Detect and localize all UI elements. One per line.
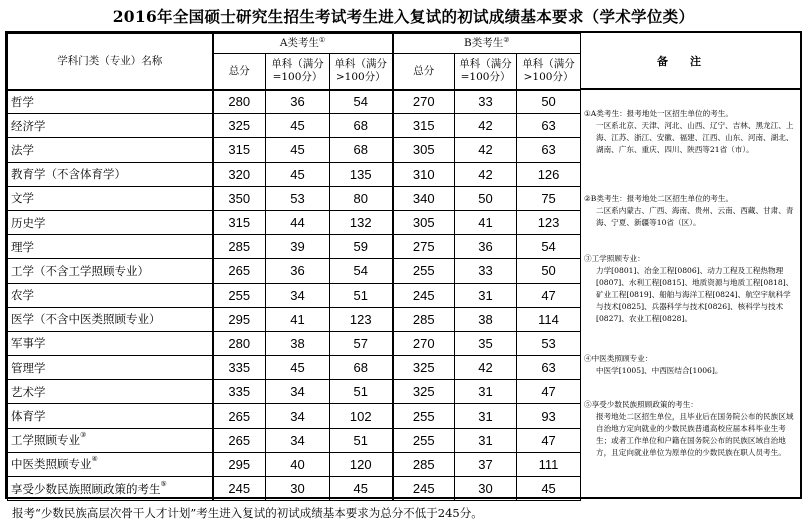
b-total-header: 总分: [393, 54, 455, 90]
b-single-high-cell: 123: [517, 210, 581, 234]
a-single-low-cell: 30: [266, 477, 330, 501]
b-total-cell: 275: [393, 235, 455, 259]
b-single-low-cell: 31: [455, 380, 517, 404]
b-single-low-cell: 36: [455, 235, 517, 259]
b-single-low-cell: 42: [455, 114, 517, 138]
a-single-low-cell: 45: [266, 356, 330, 380]
subject-name: 法学: [8, 138, 213, 162]
b-single-high-header: 单科（满分>100分）: [517, 54, 581, 90]
table-row: [8, 428, 581, 452]
b-single-low-cell: 31: [455, 283, 517, 307]
a-single-low-cell: 34: [266, 404, 330, 428]
b-total-cell: 285: [393, 452, 455, 476]
b-total-cell: 340: [393, 186, 455, 210]
b-total-cell: 270: [393, 331, 455, 355]
b-total-cell: 245: [393, 283, 455, 307]
a-group-header: A类考生①: [213, 34, 393, 54]
table-row: [8, 331, 581, 355]
a-single-high-cell: 135: [330, 162, 393, 186]
b-single-low-cell: 41: [455, 210, 517, 234]
table-row: [8, 283, 581, 307]
b-single-low-cell: 50: [455, 186, 517, 210]
a-single-high-cell: 132: [330, 210, 393, 234]
b-total-cell: 305: [393, 138, 455, 162]
b-single-high-cell: 47: [517, 428, 581, 452]
table-row: [8, 114, 581, 138]
a-total-cell: 265: [213, 259, 266, 283]
a-total-cell: 325: [213, 114, 266, 138]
b-single-low-cell: 42: [455, 356, 517, 380]
subject-name: 医学（不含中医类照顾专业）: [8, 307, 213, 331]
b-single-low-cell: 42: [455, 138, 517, 162]
b-single-high-cell: 75: [517, 186, 581, 210]
a-total-cell: 315: [213, 138, 266, 162]
b-single-high-cell: 111: [517, 452, 581, 476]
b-total-cell: 270: [393, 90, 455, 114]
a-single-high-cell: 102: [330, 404, 393, 428]
subject-name: 管理学: [8, 356, 213, 380]
b-single-high-cell: 63: [517, 114, 581, 138]
b-total-cell: 285: [393, 307, 455, 331]
a-total-cell: 315: [213, 210, 266, 234]
subject-name: 中医类照顾专业④: [8, 452, 213, 476]
a-total-cell: 295: [213, 452, 266, 476]
notes-header: 备注: [580, 33, 800, 90]
b-single-high-cell: 45: [517, 477, 581, 501]
a-total-cell: 280: [213, 331, 266, 355]
a-total-cell: 320: [213, 162, 266, 186]
b-total-cell: 255: [393, 428, 455, 452]
a-total-cell: 280: [213, 90, 266, 114]
a-single-high-cell: 123: [330, 307, 393, 331]
b-total-cell: 325: [393, 380, 455, 404]
notes-column: [580, 33, 800, 497]
subject-name: 历史学: [8, 210, 213, 234]
b-single-low-cell: 37: [455, 452, 517, 476]
subject-name: 艺术学: [8, 380, 213, 404]
b-total-cell: 305: [393, 210, 455, 234]
subject-name: 工学（不含工学照顾专业）: [8, 259, 213, 283]
a-total-cell: 335: [213, 356, 266, 380]
b-single-high-cell: 47: [517, 380, 581, 404]
b-total-cell: 255: [393, 259, 455, 283]
table-row: [8, 186, 581, 210]
b-total-cell: 245: [393, 477, 455, 501]
subject-name: 文学: [8, 186, 213, 210]
b-single-high-cell: 50: [517, 90, 581, 114]
note-tcm: ④中医类照顾专业： 中医学[1005]、中西医结合[1006]。: [584, 354, 723, 375]
subject-name: 经济学: [8, 114, 213, 138]
table-row: [8, 477, 581, 501]
b-single-high-cell: 50: [517, 259, 581, 283]
table-row: [8, 138, 581, 162]
b-single-high-cell: 93: [517, 404, 581, 428]
subject-name: 军事学: [8, 331, 213, 355]
b-total-cell: 310: [393, 162, 455, 186]
b-total-cell: 315: [393, 114, 455, 138]
b-single-low-cell: 42: [455, 162, 517, 186]
a-single-high-cell: 51: [330, 283, 393, 307]
a-single-high-cell: 51: [330, 380, 393, 404]
subject-name: 农学: [8, 283, 213, 307]
a-single-low-cell: 45: [266, 138, 330, 162]
a-single-high-cell: 68: [330, 356, 393, 380]
a-single-low-cell: 53: [266, 186, 330, 210]
table-row: [8, 307, 581, 331]
table-row: [8, 162, 581, 186]
table-row: [8, 380, 581, 404]
a-single-high-cell: 57: [330, 331, 393, 355]
a-total-cell: 350: [213, 186, 266, 210]
a-single-high-cell: 120: [330, 452, 393, 476]
table-row: [8, 235, 581, 259]
a-single-low-cell: 44: [266, 210, 330, 234]
b-total-cell: 255: [393, 404, 455, 428]
a-single-high-cell: 68: [330, 114, 393, 138]
a-single-high-cell: 54: [330, 90, 393, 114]
subject-name: 哲学: [8, 90, 213, 114]
a-single-low-cell: 45: [266, 162, 330, 186]
a-total-cell: 335: [213, 380, 266, 404]
table-row: [8, 452, 581, 476]
a-single-low-cell: 36: [266, 259, 330, 283]
b-single-high-cell: 54: [517, 235, 581, 259]
a-total-cell: 295: [213, 307, 266, 331]
a-total-cell: 255: [213, 283, 266, 307]
a-single-high-header: 单科（满分>100分）: [330, 54, 393, 90]
score-table: [7, 33, 581, 501]
b-single-high-cell: 53: [517, 331, 581, 355]
note-engineering: ③工学照顾专业： 力学[0801]、冶金工程[0806]、动力工程及工程热物理[0807]、水利工程[0815]、地质资源与地质工程[0818]、矿业工程[0819]、船舶与海洋工程[0824]、航空宇航科学与技术[0825]、兵器科学与技术[0826]、核科学与技术[0827]、农业工程[0828]。: [584, 254, 794, 323]
b-single-high-cell: 47: [517, 283, 581, 307]
a-total-cell: 285: [213, 235, 266, 259]
a-single-high-cell: 59: [330, 235, 393, 259]
subject-name: 体育学: [8, 404, 213, 428]
a-single-high-cell: 51: [330, 428, 393, 452]
subject-name: 教育学（不含体育学）: [8, 162, 213, 186]
b-single-high-cell: 63: [517, 138, 581, 162]
b-group-header: B类考生②: [393, 34, 581, 54]
a-single-low-cell: 41: [266, 307, 330, 331]
note-minority: ⑤享受少数民族照顾政策的考生： 报考地处二区招生单位，且毕业后在国务院公布的民族区域自治地方定向就业的少数民族普通高校应届本科毕业生考生；或者工作单位和户籍在国务院公布的民族区域自治地方，且定向就业单位为原单位的少数民族在职人员考生。: [584, 400, 794, 457]
note-a-class: ①A类考生：报考地处一区招生单位的考生。 一区系北京、天津、河北、山西、辽宁、吉林、黑龙江、上海、江苏、浙江、安徽、福建、江西、山东、河南、湖北、湖南、广东、重庆、四川、陕西等21省（市）。: [584, 109, 794, 154]
a-single-low-cell: 39: [266, 235, 330, 259]
a-single-high-cell: 68: [330, 138, 393, 162]
b-total-cell: 325: [393, 356, 455, 380]
note-b-class: ②B类考生：报考地处二区招生单位的考生。 二区系内蒙古、广西、海南、贵州、云南、西藏、甘肃、青海、宁夏、新疆等10省（区）。: [584, 194, 794, 227]
a-single-low-cell: 34: [266, 283, 330, 307]
a-single-low-cell: 34: [266, 428, 330, 452]
subject-col-header: 学科门类（专业）名称: [8, 34, 213, 90]
b-single-low-cell: 38: [455, 307, 517, 331]
table-row: [8, 404, 581, 428]
b-single-high-cell: 114: [517, 307, 581, 331]
subject-name: 工学照顾专业③: [8, 428, 213, 452]
b-single-high-cell: 126: [517, 162, 581, 186]
b-single-low-cell: 33: [455, 259, 517, 283]
a-single-low-cell: 34: [266, 380, 330, 404]
table-row: [8, 259, 581, 283]
a-total-cell: 265: [213, 404, 266, 428]
subject-name: 理学: [8, 235, 213, 259]
a-single-low-header: 单科（满分=100分）: [266, 54, 330, 90]
a-single-high-cell: 54: [330, 259, 393, 283]
a-total-header: 总分: [213, 54, 266, 90]
page-title: 2016年全国硕士研究生招生考试考生进入复试的初试成绩基本要求（学术学位类）: [112, 7, 695, 26]
b-single-low-header: 单科（满分=100分）: [455, 54, 517, 90]
a-single-low-cell: 36: [266, 90, 330, 114]
b-single-low-cell: 35: [455, 331, 517, 355]
a-single-low-cell: 38: [266, 331, 330, 355]
table-row: [8, 210, 581, 234]
b-single-low-cell: 31: [455, 428, 517, 452]
b-single-low-cell: 33: [455, 90, 517, 114]
footnote: 报考“少数民族高层次骨干人才计划”考生进入复试的初试成绩基本要求为总分不低于245分。: [12, 506, 483, 520]
subject-name: 享受少数民族照顾政策的考生⑤: [8, 477, 213, 501]
b-single-high-cell: 63: [517, 356, 581, 380]
a-total-cell: 265: [213, 428, 266, 452]
table-row: [8, 356, 581, 380]
b-single-low-cell: 31: [455, 404, 517, 428]
table-row: [8, 90, 581, 114]
b-single-low-cell: 30: [455, 477, 517, 501]
a-single-high-cell: 45: [330, 477, 393, 501]
a-single-low-cell: 45: [266, 114, 330, 138]
a-total-cell: 245: [213, 477, 266, 501]
a-single-low-cell: 40: [266, 452, 330, 476]
a-single-high-cell: 80: [330, 186, 393, 210]
